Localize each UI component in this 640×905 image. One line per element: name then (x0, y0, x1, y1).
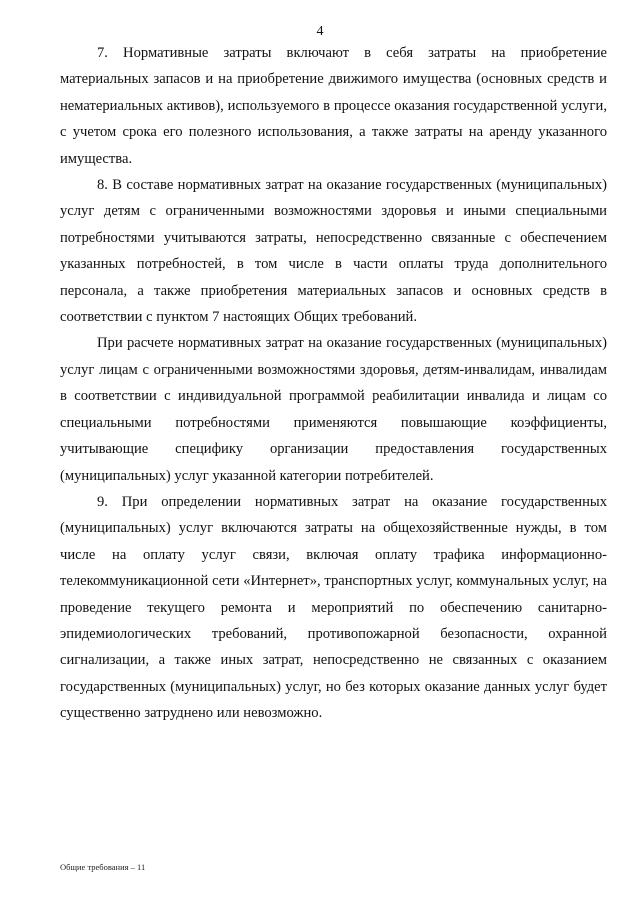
paragraph-9: 9. При определении нормативных затрат на оказание государственных (муниципальных) услуг включаются затраты на общехозяйственные нужды, в том числе на оплату услуг связи, включая оплату трафика информационно-телекоммуникационной сети «Интернет», транспортных услуг, коммунальных услуг, на проведение текущего ремонта и мероприятий по обеспечению санитарно-эпидемиологических требований, противопожарной безопасности, охранной сигнализации, а также иных затрат, непосредственно не связанных с оказанием государственных (муниципальных) услуг, но без которых оказание данных услуг будет существенно затруднено или невозможно. (60, 493, 607, 722)
footer-label: Общие требования – 11 (60, 862, 146, 872)
paragraph-8-continued: При расчете нормативных затрат на оказание государственных (муниципальных) услуг лицам с ограниченными возможностями здоровья, детям-инвалидам, инвалидам в соответствии с индивидуальной программой реабилитации инвалида и лицам со специальными потребностями применяются повышающие коэффициенты, учитывающие специфику организации предоставления государственных (муниципальных) услуг указанной категории потребителей. (60, 335, 607, 484)
document-body (60, 40, 607, 727)
paragraph-8: 8. В составе нормативных затрат на оказание государственных (муниципальных) услуг детям с ограниченными возможностями здоровья и иными специальными потребностями учитываются затраты, непосредственно связанные с обеспечением указанных потребностей, в том числе в части оплаты труда дополнительного персонала, а также приобретения материальных запасов и основных средств в соответствии с пунктом 7 настоящих Общих требований. (60, 177, 607, 326)
page-number: 4 (316, 24, 324, 39)
paragraph-7: 7. Нормативные затраты включают в себя затраты на приобретение материальных запасов и на приобретение движимого имущества (основных средств и нематериальных активов), используемого в процессе оказания государственной услуги, с учетом срока его полезного использования, а также затраты на аренду указанного имущества. (60, 45, 607, 167)
